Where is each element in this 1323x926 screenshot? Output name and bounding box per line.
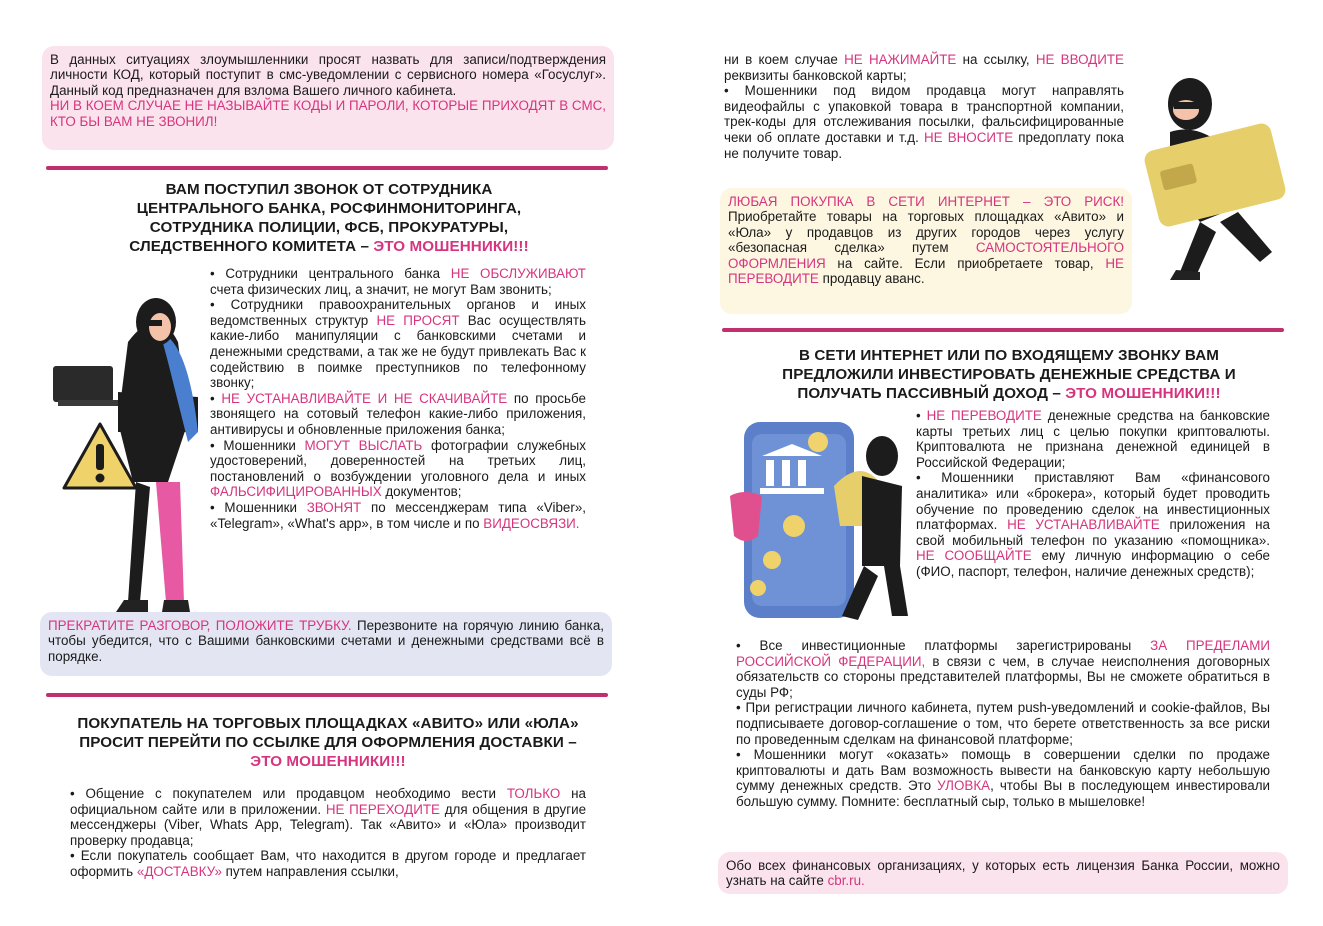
section1-bullets <box>210 266 586 531</box>
footer-box <box>718 852 1288 894</box>
advice-text: Перезвоните на горячую линию банка, чтобы убедится, что с Вашими банковскими счетами и денежными средствами всё в порядке. <box>48 618 604 664</box>
footer-text: Обо всех финансовых организациях, у которых есть лицензия Банка России, можно узнать на сайте <box>726 858 1280 889</box>
section1-title-highlight: ЭТО МОШЕННИКИ!!! <box>373 238 529 255</box>
list-item: • Мошенники под видом продавца могут направлять видеофайлы с упаковкой товара в транспортной компании, трек-коды для отслеживания посылки, фальсифицированные чеки об оплате доставки и т.д. НЕ ВНОСИТЕ предоплату пока не получите товар. <box>724 83 1124 161</box>
risk-text: Приобретайте товары на торговых площадках «Авито» и «Юла» у продавцов из других городов через услугу «безопасная сделка» путем <box>728 209 1124 256</box>
list-item: • Сотрудники правоохранительных органов и иных ведомственных структур НЕ ПРОСЯТ Вас осуществлять какие-либо манипуляции с банковскими счетами и денежными средствами, а так же не будут привлекать Вас к содействию в поимке преступников по телефонному звонку; <box>210 297 586 391</box>
section2-title-highlight: ЭТО МОШЕННИКИ!!! <box>250 753 406 770</box>
risk-highlight: ЛЮБАЯ ПОКУПКА В СЕТИ ИНТЕРНЕТ – ЭТО РИСК! <box>728 194 1124 209</box>
list-item: • Если покупатель сообщает Вам, что находится в другом городе и предлагает оформить «ДОСТАВКУ» путем направления ссылки, <box>70 848 586 879</box>
intro-text: В данных ситуациях злоумышленники просят назвать для записи/подтверждения личности КОД, который поступит в смс-уведомлении с сервисного номера «Госуслуг». Данный код предназначен для взлома Вашего личного кабинета. <box>50 52 606 98</box>
section2-title-text: ПОКУПАТЕЛЬ НА ТОРГОВЫХ ПЛОЩАДКАХ «АВИТО» ИЛИ «ЮЛА» ПРОСИТ ПЕРЕЙТИ ПО ССЫЛКЕ ДЛЯ ОФОРМЛЕНИЯ ДОСТАВКИ – <box>77 715 579 751</box>
continued-text <box>724 52 1124 161</box>
section2-title <box>68 714 588 771</box>
list-item: • При регистрации личного кабинета, путем push-уведомлений и cookie-файлов, Вы подписываете договор-соглашение о том, что берете ответственность за все риски по проведенным сделкам на финансовой платформе; <box>736 700 1270 747</box>
divider <box>46 693 608 697</box>
left-page <box>0 0 661 926</box>
section3-title-highlight: ЭТО МОШЕННИКИ!!! <box>1065 385 1221 402</box>
list-item: • Все инвестиционные платформы зарегистрированы ЗА ПРЕДЕЛАМИ РОССИЙСКОЙ ФЕДЕРАЦИИ, в связи с чем, в случае неисполнения договорных обязательств со стороны представителей платформы, Вы не сможете обратиться в суды РФ; <box>736 638 1270 700</box>
cbr-link[interactable]: cbr.ru. <box>827 873 865 889</box>
divider <box>46 166 608 170</box>
thief-with-card-icon <box>1140 72 1290 282</box>
section2-text <box>70 786 586 880</box>
advice-highlight: ПРЕКРАТИТЕ РАЗГОВОР, ПОЛОЖИТЕ ТРУБКУ. <box>48 618 352 633</box>
risk-box <box>720 188 1132 314</box>
intro-warning: НИ В КОЕМ СЛУЧАЕ НЕ НАЗЫВАЙТЕ КОДЫ И ПАРОЛИ, КОТОРЫЕ ПРИХОДЯТ В СМС, КТО БЫ ВАМ НЕ ЗВОНИЛ! <box>50 98 606 129</box>
list-item: • НЕ ПЕРЕВОДИТЕ денежные средства на банковские карты третьих лиц с целью покупки криптовалюты. Криптовалюта не признана денежной единицей в Российской Федерации; <box>916 408 1270 470</box>
list-item: • НЕ УСТАНАВЛИВАЙТЕ И НЕ СКАЧИВАЙТЕ по просьбе звонящего на сотовый телефон какие-либо приложения, антивирусы и обновленные приложения банка; <box>210 390 586 437</box>
list-item: • Мошенники МОГУТ ВЫСЛАТЬ фотографии служебных удостоверений, доверенностей на третьих лиц, постановлений о возбуждении уголовного дела и иных ФАЛЬСИФИЦИРОВАННЫХ документов; <box>210 437 586 500</box>
intro-box <box>42 46 614 150</box>
list-item: • Мошенники могут «оказать» помощь в совершении сделки по продаже криптовалюты и дать Вам возможность вывести на банковскую карту небольшую сумму денежных средств. Это УЛОВКА, чтобы Вы в последующем инвестировали большую сумму. Помните: бесплатный сыр, только в мышеловке! <box>736 747 1270 809</box>
risk-text-3: продавцу аванс. <box>818 271 925 287</box>
advice-box <box>40 612 612 676</box>
warning-triangle-icon <box>60 420 140 492</box>
risk-text-2: на сайте. Если приобретаете товар, <box>825 255 1106 271</box>
phone-bank-thief-icon <box>722 416 922 626</box>
list-item: ни в коем случае НЕ НАЖИМАЙТЕ на ссылку, НЕ ВВОДИТЕ реквизиты банковской карты; <box>724 52 1124 83</box>
list-item: • Сотрудники центрального банка НЕ ОБСЛУЖИВАЮТ счета физических лиц, а значит, не могут Вам звонить; <box>210 266 586 297</box>
section3-title-text: В СЕТИ ИНТЕРНЕТ ИЛИ ПО ВХОДЯЩЕМУ ЗВОНКУ ВАМ ПРЕДЛОЖИЛИ ИНВЕСТИРОВАТЬ ДЕНЕЖНЫЕ СРЕДСТВА И ПОЛУЧАТЬ ПАССИВНЫЙ ДОХОД – <box>782 347 1236 402</box>
section1-title <box>104 180 554 256</box>
section3-bullets-top <box>916 408 1270 580</box>
list-item: • Общение с покупателем или продавцом необходимо вести ТОЛЬКО на официальном сайте или в приложении. НЕ ПЕРЕХОДИТЕ для общения в другие мессенджеры (Viber, Whats App, Telegram). Так «Авито» и «Юла» производит проверку продавца; <box>70 786 587 848</box>
risk-highlight-3: НЕ ПЕРЕВОДИТЕ <box>728 255 1124 287</box>
section3-bullets-bottom <box>736 638 1270 810</box>
section3-title <box>744 346 1274 403</box>
section1-title-text: ВАМ ПОСТУПИЛ ЗВОНОК ОТ СОТРУДНИКА ЦЕНТРАЛЬНОГО БАНКА, РОСФИНМОНИТОРИНГА, СОТРУДНИКА ПОЛИЦИИ, ФСБ, ПРОКУРАТУРЫ, СЛЕДСТВЕННОГО КОМИТЕТА – <box>129 181 522 255</box>
list-item: • Мошенники ЗВОНЯТ по мессенджерам типа «Viber», «Telegram», «What's app», в том числе и по ВИДЕОСВЯЗИ. <box>210 499 586 531</box>
risk-highlight-2: САМОСТОЯТЕЛЬНОГО ОФОРМЛЕНИЯ <box>728 240 1124 271</box>
divider <box>722 328 1284 332</box>
right-page <box>662 0 1323 926</box>
list-item: • Мошенники приставляют Вам «финансового аналитика» или «брокера», который будет проводить обучение по проведению сделок на инвестиционных платформах. НЕ УСТАНАВЛИВАЙТЕ приложения на свой мобильный телефон по указанию «помощника». НЕ СООБЩАЙТЕ ему личную информацию о себе (ФИО, паспорт, телефон, наличие денежных средств); <box>916 470 1270 579</box>
